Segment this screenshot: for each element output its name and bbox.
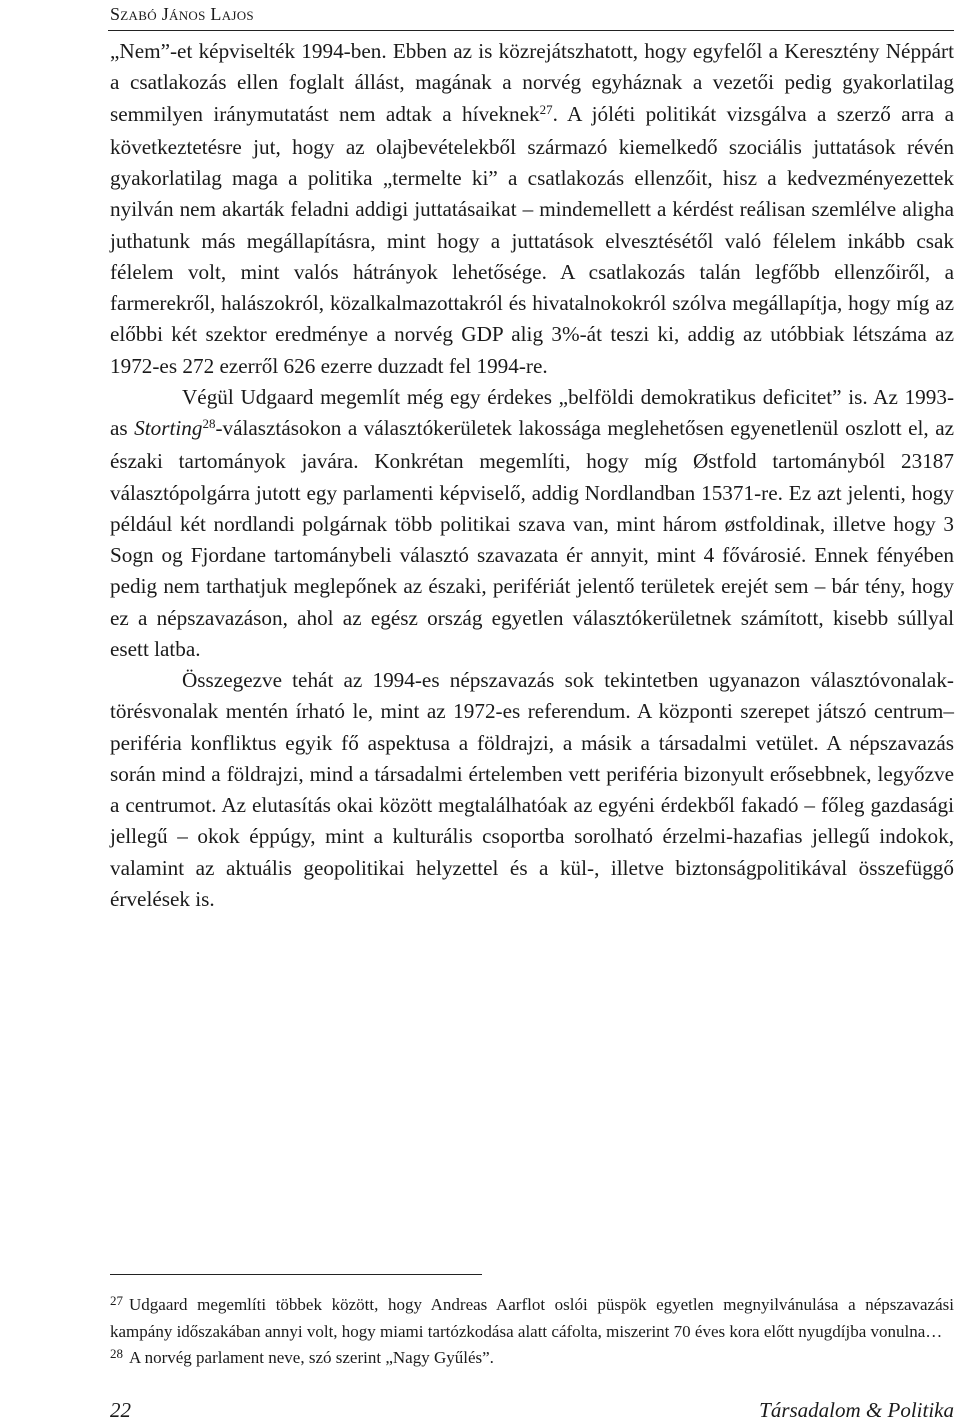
paragraph-1-text-b: . A jóléti politikát vizsgálva a szerző arra a következtetésre jut, hogy az olajbevételekből származó kiemelkedő szociális juttatások révén gyakorlatilag maga a politika „termelte ki” a csatlakozás ellenzőit, hisz a kedvezményezettek nyilván nem akarták feladni addigi juttatásaikat – mindemellett a kérdést reálisan szemlélve aligha juthatunk más megállapításra, mint hogy a juttatások elvesztésétől való félelem inkább csak félelem volt, mint valós hátrányok lehetősége. A csatlakozás talán legfőbb ellenzőiről, a farmerekről, halászokról, közalkalmazottakról és hivatalnokokról szólva megállapítja, hogy míg az előbbi két szektor eredménye a norvég GDP alig 3%-át teszi ki, addig az utóbbiak létszáma az 1972-es 272 ezerről 626 ezerre duzzadt fel 1994-re. <box>110 101 954 378</box>
paragraph-2-text-a: Végül Udgaard megemlít még egy érdekes „belföldi demokratikus deficitet” is. Az 1993-as <box>110 384 954 440</box>
paragraph-2-text-b: -választásokon a választókerületek lakossága meglehetősen egyenetlenül oszlott el, az északi tartományok javára. Konkrétan megemlíti, hogy míg Østfold tartományból 23187 választópolgárra jutott egy parlamenti képviselő, addig Nordlandban 15371-re. Ez azt jelenti, hogy például két nordlandi polgárnak több politikai szava van, mint három østfoldinak, illetve hogy 3 Sogn og Fjordane tartománybeli választó szavazata ér annyit, mint 4 fővárosié. Ennek fényében pedig nem tarthatjuk meglepőnek az északi, perifériát jelentő területek erejét sem – bár tény, hogy ez a népszavazáson, ahol az egész ország egyetlen választókerületnek számított, kisebb súllyal esett latba. <box>110 416 954 661</box>
footnote-ref-27[interactable]: 27 <box>539 101 553 117</box>
footnote-number: 28 <box>110 1346 123 1361</box>
paragraph-1-text-a: „Nem”-et képviselték 1994-ben. Ebben az is közrejátszhatott, hogy egyfelől a Keresztény Néppárt a csatlakozás ellen foglalt állást, magának a norvég egyháznak a vezetői pedig gyakorlatilag semmilyen iránymutatást nem adtak a híveknek <box>110 39 954 126</box>
paragraph-1 <box>110 36 954 382</box>
storting-term: Storting <box>134 416 203 440</box>
footnote-rule <box>110 1274 482 1275</box>
footnote-text: Udgaard megemlíti többek között, hogy Andreas Aarflot oslói püspök egyetlen megnyilvánulása a népszavazási kampány időszakában annyi volt, hogy miami tartózkodása alatt cáfolta, miszerint 70 éves kora előtt nyugdíjba vonulna… <box>110 1295 954 1341</box>
footnote-27 <box>110 1292 954 1345</box>
paragraph-2 <box>110 382 954 665</box>
main-text <box>110 36 954 915</box>
footnote-number: 27 <box>110 1293 123 1308</box>
footnotes <box>110 1292 954 1372</box>
paragraph-3: Összegezve tehát az 1994-es népszavazás sok tekintetben ugyanazon választóvonalak-törésvonalak mentén írható le, mint az 1972-es referendum. A központi szerepet játszó centrum–periféria konfliktus egyik fő aspektusa a földrajzi, a másik a társadalmi vetület. A népszavazás során mind a földrajzi, mind a társadalmi értelemben vett periféria bizonyult erősebbnek, legyőzve a centrumot. Az elutasítás okai között megtalálhatóak az egyéni érdekből fakadó – főleg gazdasági jellegű – okok éppúgy, mint a kulturális csoportba sorolható érzelmi-hazafias jellegű indokok, valamint az aktuális geopolitikai helyzettel és a kül-, illetve biztonságpolitikával összefüggő érvelések is. <box>110 668 954 911</box>
running-header: Szabó János Lajos <box>110 4 254 24</box>
footnote-ref-28[interactable]: 28 <box>202 416 216 431</box>
footnote-28 <box>110 1345 954 1372</box>
page-number: 22 <box>110 1398 131 1422</box>
journal-title: Társadalom & Politika <box>759 1398 954 1422</box>
footnote-text: A norvég parlament neve, szó szerint „Nagy Gyűlés”. <box>129 1348 494 1367</box>
header-rule <box>108 30 954 31</box>
